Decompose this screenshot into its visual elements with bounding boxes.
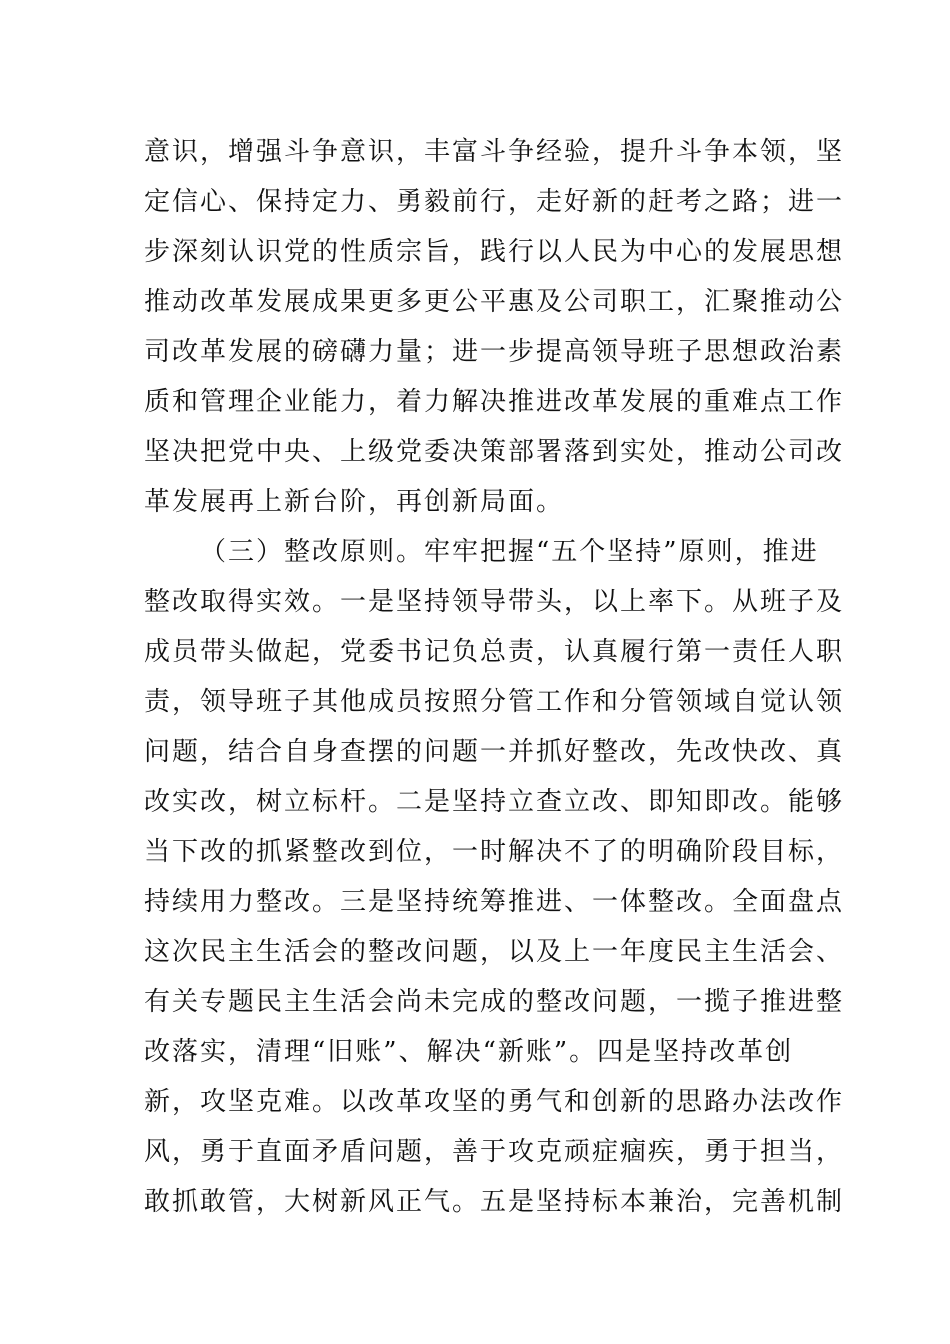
text-line: 改实改，树立标杆。二是坚持立查立改、即知即改。能够 [144,787,845,817]
text-line: 质和管理企业能力，着力解决推进改革发展的重难点工作 [144,387,845,417]
text-line: 步深刻认识党的性质宗旨，践行以人民为中心的发展思想 [144,237,845,267]
text-line: 意识，增强斗争意识，丰富斗争经验，提升斗争本领，坚 [144,137,845,167]
text-line: 推动改革发展成果更多更公平惠及公司职工，汇聚推动公 [144,287,845,317]
text-line: 风，勇于直面矛盾问题，善于攻克顽症痼疾，勇于担当， [144,1137,845,1167]
text-line: 持续用力整改。三是坚持统筹推进、一体整改。全面盘点 [144,887,845,917]
text-line: 成员带头做起，党委书记负总责，认真履行第一责任人职 [144,637,845,667]
text-line: 有关专题民主生活会尚未完成的整改问题，一揽子推进整 [144,987,845,1017]
text-line: 当下改的抓紧整改到位，一时解决不了的明确阶段目标， [144,837,845,867]
text-line: 坚决把党中央、上级党委决策部署落到实处，推动公司改 [144,437,845,467]
text-line: 改落实，清理“旧账”、解决“新账”。四是坚持改革创 [144,1037,794,1067]
section-heading-line: （三）整改原则。牢牢把握“五个坚持”原则，推进 [200,537,819,567]
text-line: 这次民主生活会的整改问题，以及上一年度民主生活会、 [144,937,845,967]
text-line: 整改取得实效。一是坚持领导带头，以上率下。从班子及 [144,587,845,617]
text-line: 责，领导班子其他成员按照分管工作和分管领域自觉认领 [144,687,845,717]
text-line: 敢抓敢管，大树新风正气。五是坚持标本兼治，完善机制 [144,1187,845,1217]
text-line: 革发展再上新台阶，再创新局面。 [144,487,565,517]
text-line: 问题，结合自身查摆的问题一并抓好整改，先改快改、真 [144,737,845,767]
text-line: 定信心、保持定力、勇毅前行，走好新的赶考之路；进一 [144,187,845,217]
text-line: 新，攻坚克难。以改革攻坚的勇气和创新的思路办法改作 [144,1087,845,1117]
text-line: 司改革发展的磅礴力量；进一步提高领导班子思想政治素 [144,337,845,367]
